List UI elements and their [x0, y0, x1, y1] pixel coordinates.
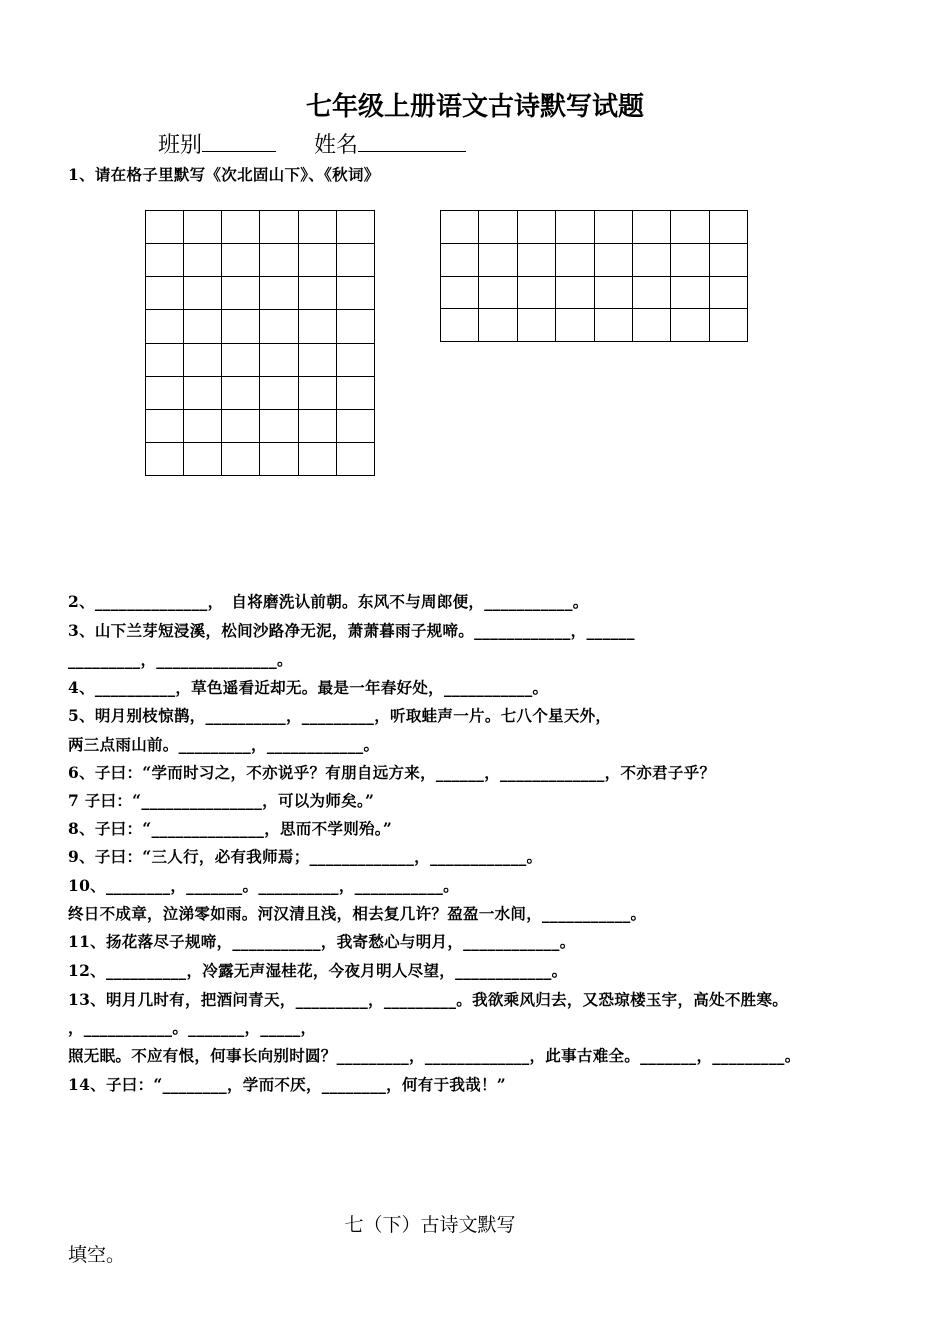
- grid-cell[interactable]: [298, 244, 336, 277]
- grid-cell[interactable]: [222, 277, 260, 310]
- grid-cell[interactable]: [709, 309, 747, 342]
- grid-cell[interactable]: [517, 276, 555, 309]
- grid-cell[interactable]: [479, 243, 517, 276]
- grid-cell[interactable]: [298, 409, 336, 442]
- question-13-cont: ，___________。_______，_____，: [68, 1018, 317, 1037]
- grid-row: [146, 310, 375, 343]
- grid-row: [146, 442, 375, 475]
- grid-cell[interactable]: [184, 343, 222, 376]
- grid-cell[interactable]: [298, 277, 336, 310]
- grid-cell[interactable]: [146, 277, 184, 310]
- grid-cell[interactable]: [260, 376, 298, 409]
- grid-cell[interactable]: [556, 211, 594, 244]
- question-6: 6、子曰：“学而时习之，不亦说乎？有朋自远方来，______，_____________，不亦君子乎？: [68, 763, 716, 782]
- section-2-instruction: 填空。: [68, 1244, 126, 1266]
- grid-cell[interactable]: [184, 244, 222, 277]
- grid-cell[interactable]: [671, 243, 709, 276]
- grid-cell[interactable]: [479, 211, 517, 244]
- grid-cell[interactable]: [517, 309, 555, 342]
- question-10-cont: 终日不成章，泣涕零如雨。河汉清且浅，相去复几许？盈盈一水间，___________。: [68, 904, 647, 923]
- grid-cell[interactable]: [594, 243, 632, 276]
- grid-cell[interactable]: [709, 243, 747, 276]
- grid-cell[interactable]: [260, 310, 298, 343]
- grid-cell[interactable]: [260, 409, 298, 442]
- grid-cell[interactable]: [298, 310, 336, 343]
- grid-cell[interactable]: [222, 244, 260, 277]
- grid-cell[interactable]: [556, 309, 594, 342]
- grid-row: [146, 277, 375, 310]
- grid-cell[interactable]: [222, 442, 260, 475]
- grid-cell[interactable]: [298, 376, 336, 409]
- writing-grid-right[interactable]: [440, 210, 748, 342]
- grid-row: [146, 376, 375, 409]
- grid-cell[interactable]: [336, 409, 374, 442]
- grid-cell[interactable]: [336, 277, 374, 310]
- grid-cell[interactable]: [184, 310, 222, 343]
- grid-row: [441, 211, 748, 244]
- grid-cell[interactable]: [517, 211, 555, 244]
- question-13-cont2: 照无眠。不应有恨，何事长向别时圆？_________，_____________，此事古难全。_______，_________。: [68, 1046, 801, 1065]
- grid-cell[interactable]: [594, 276, 632, 309]
- grid-cell[interactable]: [146, 310, 184, 343]
- grid-cell[interactable]: [222, 409, 260, 442]
- grid-cell[interactable]: [146, 211, 184, 244]
- question-9: 9、子曰：“三人行，必有我师焉；_____________，____________。: [68, 847, 543, 866]
- writing-grid-left[interactable]: [145, 210, 375, 476]
- question-3: 3、山下兰芽短浸溪，松间沙路净无泥，萧萧暮雨子规啼。____________，______: [68, 621, 635, 640]
- question-7: 7 子曰：“_______________，可以为师矣。”: [68, 791, 375, 810]
- grid-cell[interactable]: [671, 211, 709, 244]
- question-8: 8、子曰：“______________，思而不学则殆。”: [68, 819, 393, 838]
- question-5-cont: 两三点雨山前。_________，____________。: [68, 735, 380, 754]
- grid-cell[interactable]: [336, 211, 374, 244]
- grid-cell[interactable]: [632, 211, 670, 244]
- grid-cell[interactable]: [632, 276, 670, 309]
- grid-cell[interactable]: [298, 211, 336, 244]
- grid-cell[interactable]: [222, 376, 260, 409]
- grid-cell[interactable]: [146, 409, 184, 442]
- grid-cell[interactable]: [479, 309, 517, 342]
- grid-row: [441, 243, 748, 276]
- grid-cell[interactable]: [594, 309, 632, 342]
- student-info-line: [158, 128, 466, 159]
- question-5: 5、明月别枝惊鹊，__________，_________，听取蛙声一片。七八个星天外，: [68, 706, 612, 725]
- name-blank[interactable]: [358, 129, 466, 152]
- grid-cell[interactable]: [441, 276, 479, 309]
- grid-cell[interactable]: [298, 343, 336, 376]
- question-12: 12、__________，冷露无声湿桂花，今夜月明人尽望，____________。: [68, 961, 568, 980]
- grid-cell[interactable]: [632, 309, 670, 342]
- grid-cell[interactable]: [441, 243, 479, 276]
- grid-cell[interactable]: [441, 309, 479, 342]
- section-2-title: 七（下）古诗文默写: [344, 1214, 516, 1236]
- grid-cell[interactable]: [260, 277, 298, 310]
- grid-cell[interactable]: [184, 409, 222, 442]
- question-2: 2、______________， 自将磨洗认前朝。东风不与周郎便，___________。: [68, 592, 589, 611]
- question-10: 10、________，_______。__________，___________。: [68, 876, 459, 895]
- grid-cell[interactable]: [146, 376, 184, 409]
- grid-cell[interactable]: [336, 244, 374, 277]
- grid-cell[interactable]: [260, 442, 298, 475]
- grid-cell[interactable]: [184, 277, 222, 310]
- grid-cell[interactable]: [336, 343, 374, 376]
- grid-row: [146, 211, 375, 244]
- grid-cell[interactable]: [517, 243, 555, 276]
- question-11: 11、扬花落尽子规啼，___________，我寄愁心与明月，____________。: [68, 932, 576, 951]
- grid-row: [146, 244, 375, 277]
- grid-cell[interactable]: [222, 310, 260, 343]
- grid-cell[interactable]: [336, 310, 374, 343]
- grid-cell[interactable]: [594, 211, 632, 244]
- grid-row: [441, 309, 748, 342]
- question-14: 14、子曰：“________，学而不厌，________，何有于我哉！”: [68, 1075, 507, 1094]
- class-blank[interactable]: [202, 129, 276, 152]
- grid-cell[interactable]: [260, 343, 298, 376]
- grid-cell[interactable]: [184, 211, 222, 244]
- grid-cell[interactable]: [298, 442, 336, 475]
- grid-cell[interactable]: [222, 211, 260, 244]
- grid-cell[interactable]: [671, 276, 709, 309]
- grid-cell[interactable]: [671, 309, 709, 342]
- grid-row: [146, 343, 375, 376]
- grid-cell[interactable]: [184, 442, 222, 475]
- grid-cell[interactable]: [336, 442, 374, 475]
- grid-cell[interactable]: [441, 211, 479, 244]
- question-3-cont: _________，_______________。: [68, 650, 293, 669]
- grid-cell[interactable]: [146, 442, 184, 475]
- grid-cell[interactable]: [222, 343, 260, 376]
- grid-row: [146, 409, 375, 442]
- grid-cell[interactable]: [479, 276, 517, 309]
- name-label: 姓名: [314, 133, 359, 158]
- grid-cell[interactable]: [260, 244, 298, 277]
- grid-cell[interactable]: [260, 211, 298, 244]
- page-title: 七年级上册语文古诗默写试题: [305, 92, 644, 122]
- grid-cell[interactable]: [632, 243, 670, 276]
- grid-cell[interactable]: [556, 243, 594, 276]
- question-13: 13、明月几时有，把酒问青天，_________，_________。我欲乘风归去，又恐琼楼玉宇，高处不胜寒。: [68, 990, 789, 1009]
- question-1: 1、请在格子里默写《次北固山下》、《秋词》: [68, 165, 380, 184]
- question-4: 4、__________，草色遥看近却无。最是一年春好处，___________。: [68, 678, 549, 697]
- grid-cell[interactable]: [336, 376, 374, 409]
- class-label: 班别: [158, 133, 203, 158]
- grid-cell[interactable]: [184, 376, 222, 409]
- grid-cell[interactable]: [146, 244, 184, 277]
- grid-row: [441, 276, 748, 309]
- grid-cell[interactable]: [146, 343, 184, 376]
- grid-cell[interactable]: [709, 211, 747, 244]
- grid-cell[interactable]: [556, 276, 594, 309]
- grid-cell[interactable]: [709, 276, 747, 309]
